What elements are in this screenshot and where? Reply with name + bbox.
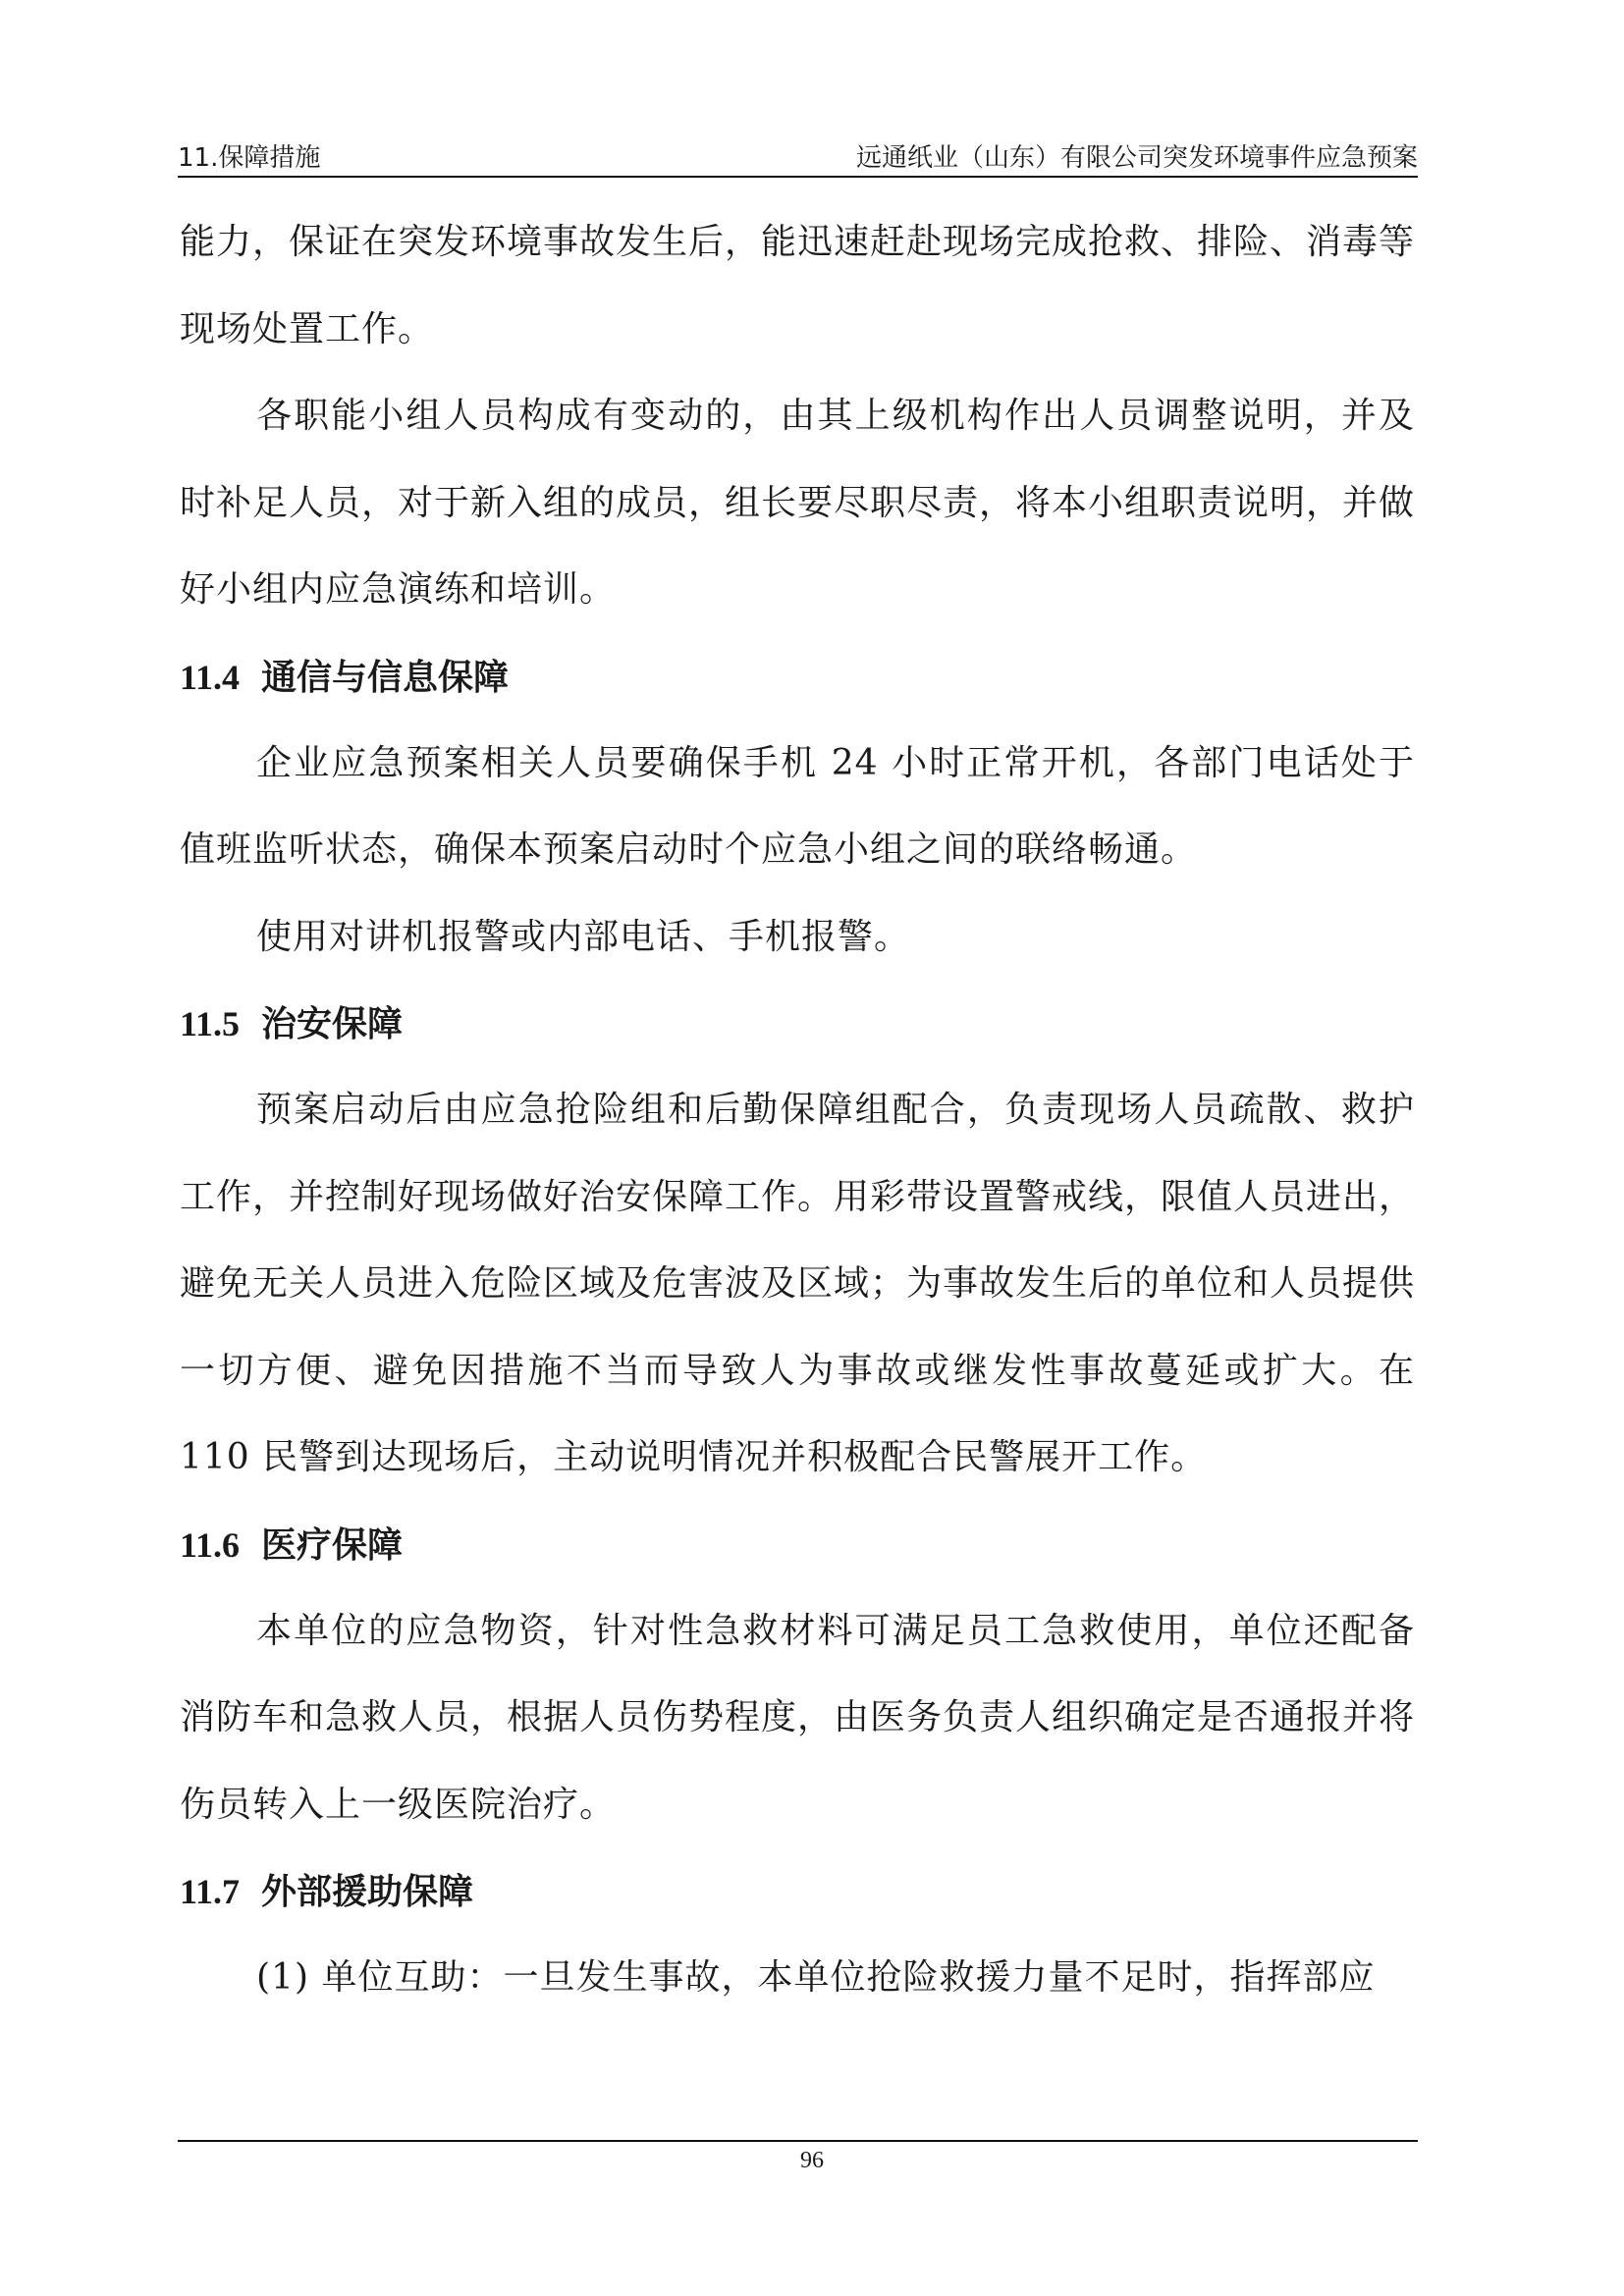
section-title: 通信与信息保障 xyxy=(261,657,510,698)
page-body xyxy=(180,199,1415,2022)
header-divider xyxy=(178,176,1418,178)
paragraph-communication: 企业应急预案相关人员要确保手机 24 小时正常开机，各部门电话处于值班监听状态，确保本预案启动时个应急小组之间的联络畅通。 xyxy=(180,742,1415,870)
section-number: 11.7 xyxy=(180,1872,241,1911)
header-section-label: 11.保障措施 xyxy=(178,143,321,173)
paragraph-security: 预案启动后由应急抢险组和后勤保障组配合，负责现场人员疏散、救护工作，并控制好现场做好治安保障工作。用彩带设置警戒线，限值人员进出，避免无关人员进入危险区域及危害波及区域；为事故发生后的单位和人员提供一切方便、避免因措施不当而导致人为事故或继发性事故蔓延或扩大。在 110 民警到达现场后，主动说明情况并积极配合民警展开工作。 xyxy=(180,1090,1416,1477)
section-heading-11-4 xyxy=(180,634,1415,721)
section-number: 11.6 xyxy=(180,1524,241,1565)
page-header xyxy=(178,133,1418,175)
paragraph-medical: 本单位的应急物资，针对性急救材料可满足员工急救使用，单位还配备消防车和急救人员，根据人员伤势程度，由医务负责人组织确定是否通报并将伤员转入上一级医院治疗。 xyxy=(180,1610,1416,1825)
section-title: 治安保障 xyxy=(261,1004,404,1044)
paragraph-mutual-aid: (1) 单位互助：一旦发生事故，本单位抢险救援力量不足时，指挥部应 xyxy=(256,1957,1376,1998)
section-heading-11-5 xyxy=(180,981,1415,1067)
section-title: 医疗保障 xyxy=(261,1524,404,1566)
header-document-title: 远通纸业（山东）有限公司突发环境事件应急预案 xyxy=(855,143,1418,173)
page-number: 96 xyxy=(800,2148,824,2173)
section-number: 11.4 xyxy=(180,657,241,697)
section-heading-11-7 xyxy=(180,1848,1415,1935)
section-heading-11-6 xyxy=(180,1502,1415,1588)
paragraph-team-changes: 各职能小组人员构成有变动的，由其上级机构作出人员调整说明，并及时补足人员，对于新入组的成员，组长要尽职尽责，将本小组职责说明，并做好小组内应急演练和培训。 xyxy=(180,396,1416,610)
paragraph-continued: 能力，保证在突发环境事故发生后，能迅速赶赴现场完成抢救、排险、消毒等现场处置工作。 xyxy=(180,222,1416,349)
section-number: 11.5 xyxy=(180,1004,241,1043)
section-title: 外部援助保障 xyxy=(261,1872,474,1912)
paragraph-alarm-methods: 使用对讲机报警或内部电话、手机报警。 xyxy=(256,916,911,957)
footer-divider xyxy=(178,2140,1418,2142)
